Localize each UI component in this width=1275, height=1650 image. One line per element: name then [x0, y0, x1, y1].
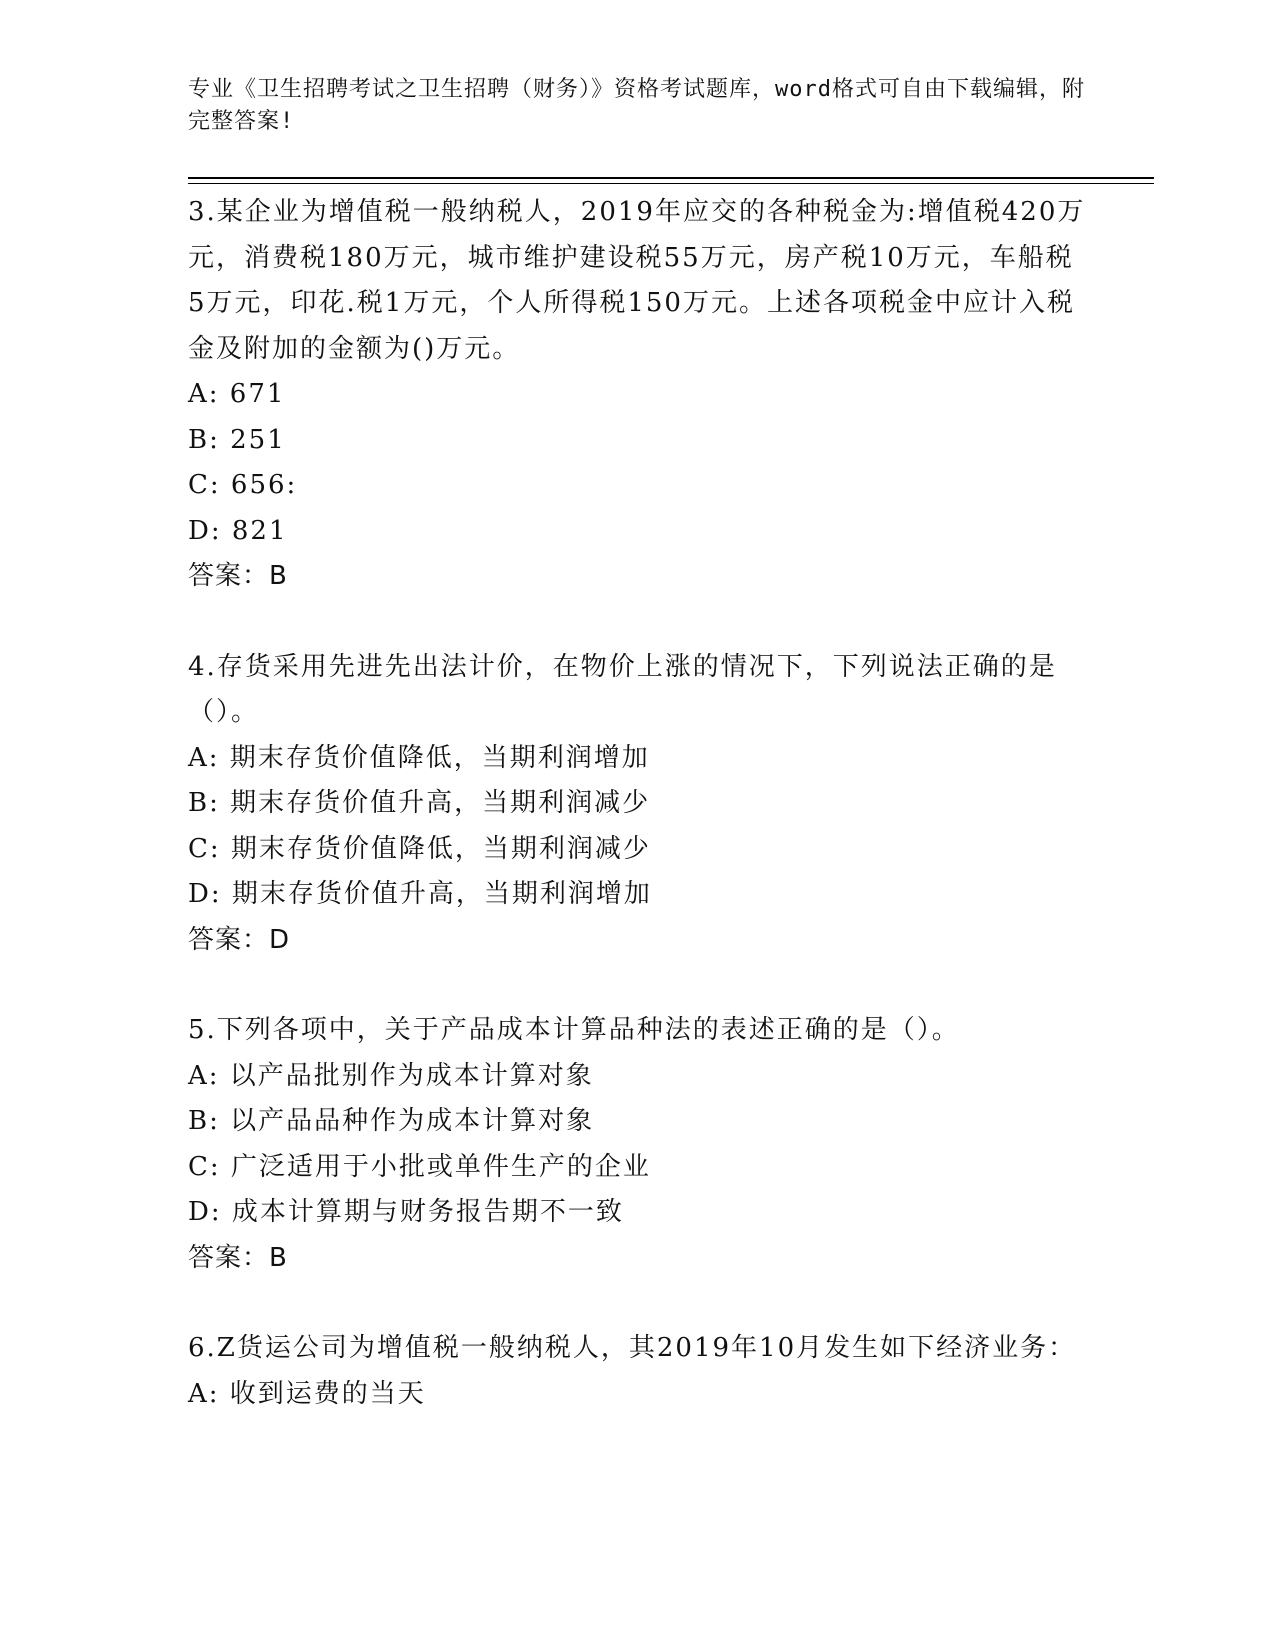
header-divider-thick — [188, 177, 1154, 179]
answer-text: 答案：D — [188, 924, 291, 955]
header-divider-thin — [188, 183, 1154, 184]
option-d: D: 成本计算期与财务报告期不一致 — [188, 1197, 624, 1227]
option-d: D: 821 — [188, 515, 288, 546]
option-c: C: 广泛适用于小批或单件生产的企业 — [188, 1151, 651, 1182]
document-header — [188, 74, 1088, 138]
option-b: B: 251 — [188, 424, 286, 455]
question-text: 3.某企业为增值税一般纳税人，2019年应交的各种税金为:增值税420万元，消费税180万元，城市维护建设税55万元，房产税10万元，车船税5万元，印花.税1万元，个人所得税150万元。上述各项税金中应计入税金及附加的金额为()万元。 — [188, 197, 1086, 364]
header-intro-text: 专业《卫生招聘考试之卫生招聘（财务）》资格考试题库，word格式可自由下载编辑，附完整答案! — [188, 77, 1085, 134]
option-a: A: 以产品批别作为成本计算对象 — [188, 1060, 594, 1091]
question-item — [188, 1008, 1088, 1281]
question-item — [188, 1326, 1088, 1417]
option-c: C: 656: — [188, 470, 298, 500]
question-text: 4.存货采用先进先出法计价，在物价上涨的情况下，下列说法正确的是（）。 — [188, 651, 1057, 727]
option-c: C: 期末存货价值降低，当期利润减少 — [188, 833, 651, 864]
option-a: A: 期末存货价值降低，当期利润增加 — [188, 742, 650, 773]
answer-text: 答案：B — [188, 1242, 288, 1273]
option-a: A: 671 — [188, 379, 286, 409]
question-item — [188, 190, 1088, 600]
option-b: B: 期末存货价值升高，当期利润减少 — [188, 788, 651, 818]
answer-text: 答案：B — [188, 561, 288, 591]
question-list — [188, 190, 1088, 1417]
option-d: D: 期末存货价值升高，当期利润增加 — [188, 879, 652, 909]
option-a: A: 收到运费的当天 — [188, 1378, 426, 1409]
question-item — [188, 645, 1088, 964]
option-b: B: 以产品品种作为成本计算对象 — [188, 1106, 595, 1136]
question-text: 5.下列各项中，关于产品成本计算品种法的表述正确的是（）。 — [188, 1015, 960, 1045]
question-text: 6.Z货运公司为增值税一般纳税人，其2019年10月发生如下经济业务： — [188, 1333, 1077, 1363]
